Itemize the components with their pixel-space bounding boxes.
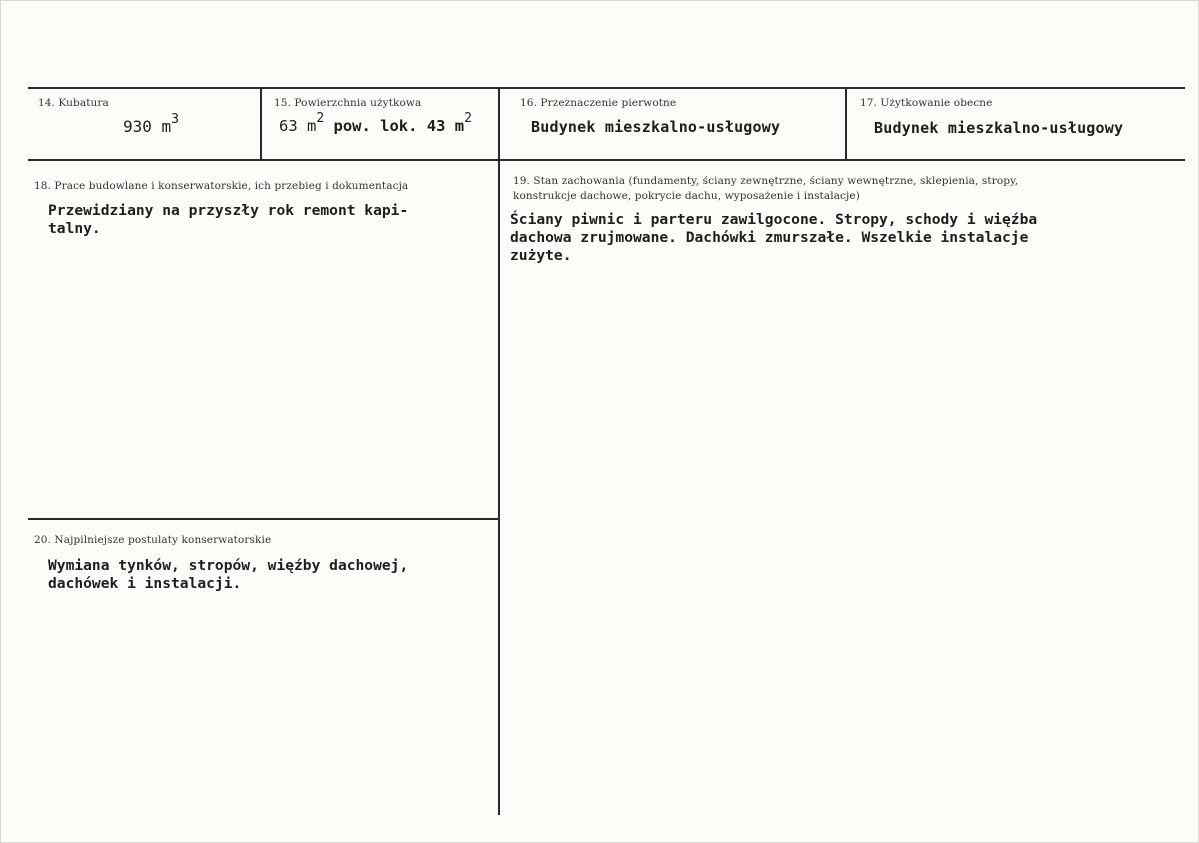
powierzchnia-value (279, 111, 472, 135)
kubatura-exponent: 3 (171, 112, 179, 127)
section-20-top-rule (28, 518, 499, 520)
postulaty-text (48, 557, 408, 593)
przeznaczenie-value: Budynek mieszkalno-usługowy (531, 118, 781, 136)
stan-label-line-2: konstrukcje dachowe, pokrycie dachu, wyposażenie i instalacje) (513, 190, 860, 202)
header-row-bottom-rule (28, 159, 1185, 161)
stan-label-line-1: 19. Stan zachowania (fundamenty, ściany zewnętrzne, ściany wewnętrzne, sklepienia, stropy, (513, 175, 1019, 187)
kubatura-value (123, 112, 179, 136)
kubatura-label: 14. Kubatura (38, 97, 109, 109)
powierzchnia-part1: 63 m (279, 117, 317, 135)
divider-powierzchnia (498, 87, 500, 815)
prace-line-1: Przewidziany na przyszły rok remont kapi- (48, 202, 409, 219)
prace-label: 18. Prace budowlane i konserwatorskie, ich przebieg i dokumentacja (34, 180, 409, 192)
top-rule (28, 87, 1185, 89)
postulaty-label: 20. Najpilniejsze postulaty konserwatorskie (34, 534, 272, 546)
prace-line-2: talny. (48, 220, 101, 237)
przeznaczenie-label: 16. Przeznaczenie pierwotne (520, 97, 677, 109)
uzytkowanie-value: Budynek mieszkalno-usługowy (874, 119, 1124, 137)
powierzchnia-exponent1: 2 (316, 111, 325, 126)
divider-przeznaczenie (845, 87, 847, 161)
stan-line-2: dachowa zrujmowane. Dachówki zmurszałe. Wszelkie instalacje (510, 229, 1029, 246)
postulaty-line-1: Wymiana tynków, stropów, więźby dachowej, (48, 557, 409, 574)
postulaty-line-2: dachówek i instalacji. (48, 575, 242, 592)
powierzchnia-exponent2: 2 (464, 111, 472, 126)
stan-line-3: zużyte. (510, 247, 572, 264)
powierzchnia-label: 15. Powierzchnia użytkowa (274, 97, 422, 109)
kubatura-number: 930 m (123, 117, 172, 136)
stan-text (510, 211, 1037, 265)
uzytkowanie-label: 17. Użytkowanie obecne (860, 97, 993, 109)
prace-text (48, 202, 408, 238)
stan-line-1: Ściany piwnic i parteru zawilgocone. Stropy, schody i więźba (510, 211, 1038, 228)
divider-kubatura (260, 87, 262, 161)
powierzchnia-part2: pow. lok. 43 m (324, 117, 465, 135)
